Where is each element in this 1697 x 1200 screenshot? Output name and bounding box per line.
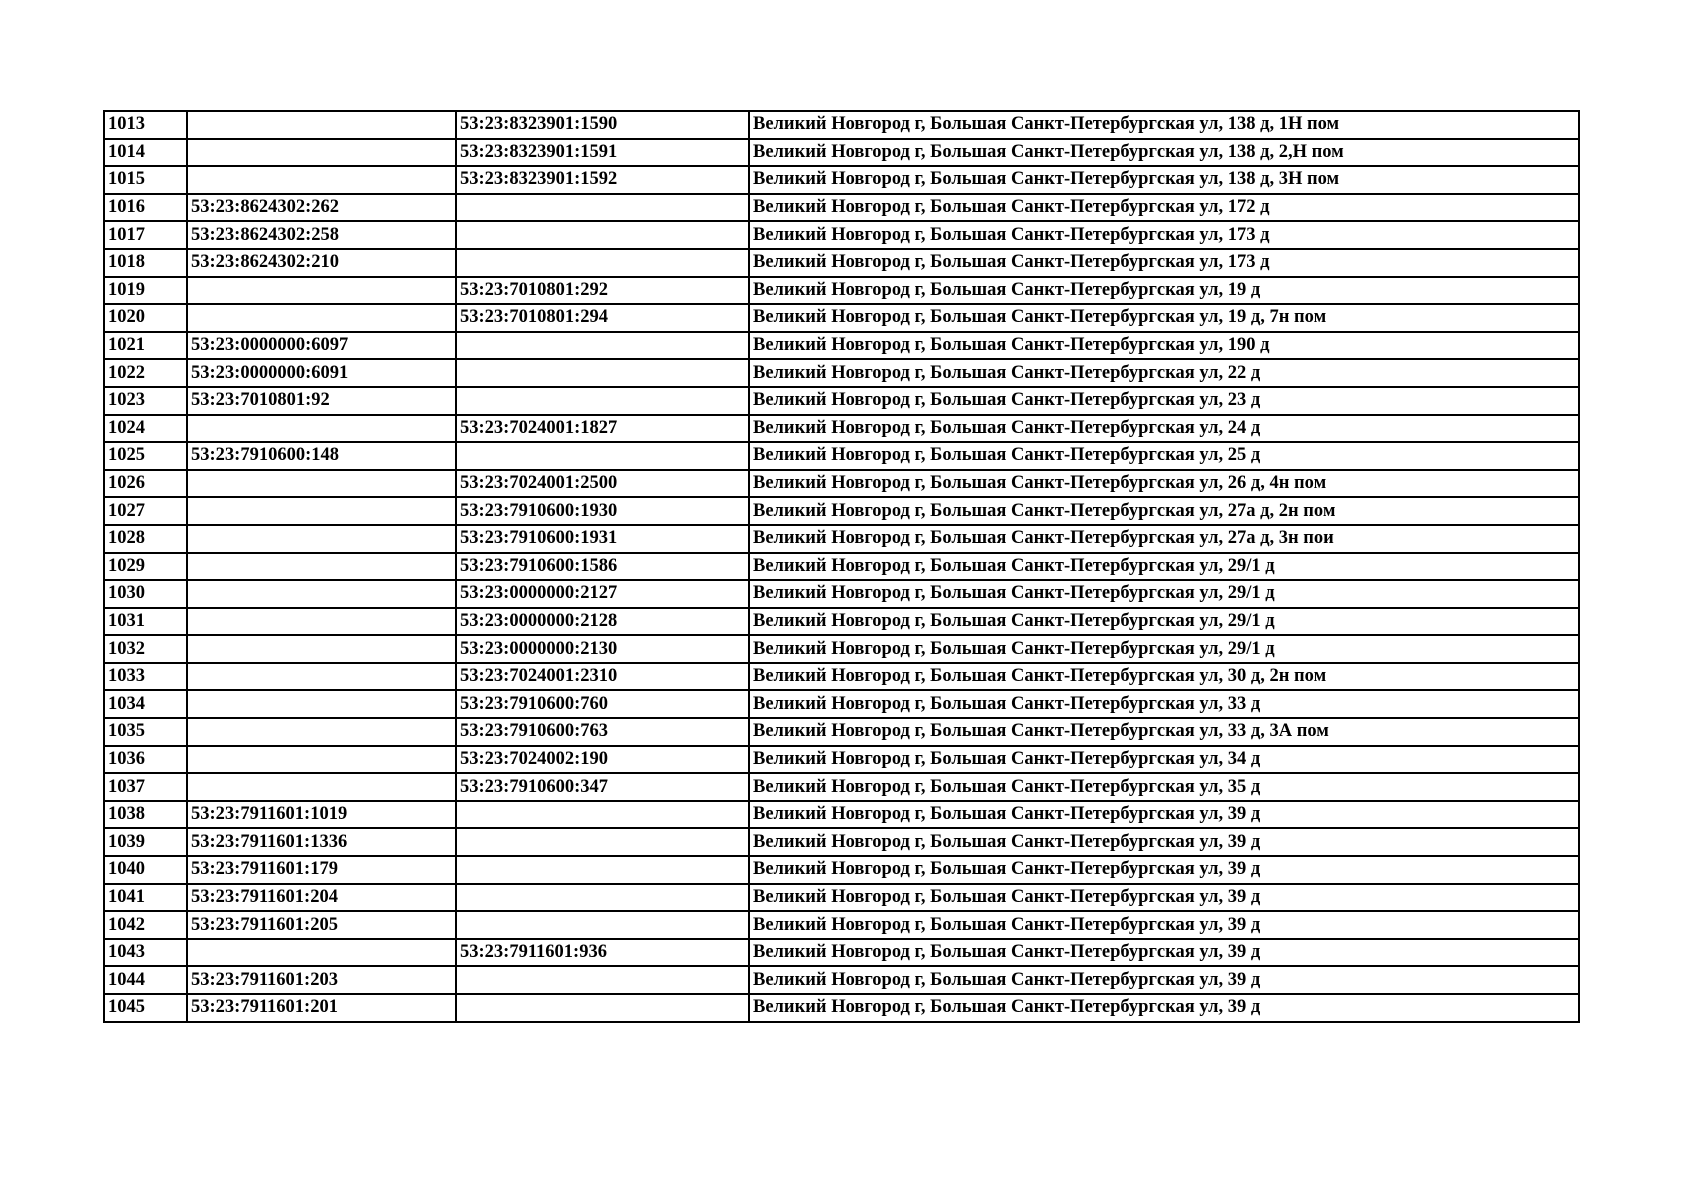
address-cell: Великий Новгород г, Большая Санкт-Петербургская ул, 173 д <box>749 221 1579 249</box>
row-number-cell: 1018 <box>104 249 187 277</box>
cadastral-number-cell <box>187 525 456 553</box>
premises-cadastral-number-cell <box>456 442 749 470</box>
cadastral-number-cell: 53:23:0000000:6091 <box>187 359 456 387</box>
row-number-cell: 1033 <box>104 663 187 691</box>
address-cell: Великий Новгород г, Большая Санкт-Петербургская ул, 26 д, 4н пом <box>749 470 1579 498</box>
cadastral-number-cell: 53:23:7911601:1019 <box>187 801 456 829</box>
cadastral-number-cell <box>187 139 456 167</box>
table-row <box>104 525 1579 553</box>
row-number-cell: 1019 <box>104 277 187 305</box>
row-number-cell: 1034 <box>104 690 187 718</box>
premises-cadastral-number-cell: 53:23:8323901:1590 <box>456 111 749 139</box>
address-cell: Великий Новгород г, Большая Санкт-Петербургская ул, 19 д, 7н пом <box>749 304 1579 332</box>
address-cell: Великий Новгород г, Большая Санкт-Петербургская ул, 33 д <box>749 690 1579 718</box>
address-cell: Великий Новгород г, Большая Санкт-Петербургская ул, 29/1 д <box>749 635 1579 663</box>
table-row <box>104 277 1579 305</box>
row-number-cell: 1044 <box>104 966 187 994</box>
premises-cadastral-number-cell <box>456 332 749 360</box>
cadastral-number-cell <box>187 553 456 581</box>
row-number-cell: 1028 <box>104 525 187 553</box>
cadastral-number-cell: 53:23:8624302:210 <box>187 249 456 277</box>
table-row <box>104 939 1579 967</box>
row-number-cell: 1040 <box>104 856 187 884</box>
cadastral-number-cell: 53:23:7911601:204 <box>187 884 456 912</box>
row-number-cell: 1032 <box>104 635 187 663</box>
cadastral-number-cell <box>187 277 456 305</box>
premises-cadastral-number-cell: 53:23:7010801:294 <box>456 304 749 332</box>
address-cell: Великий Новгород г, Большая Санкт-Петербургская ул, 39 д <box>749 966 1579 994</box>
address-cell: Великий Новгород г, Большая Санкт-Петербургская ул, 173 д <box>749 249 1579 277</box>
premises-cadastral-number-cell <box>456 359 749 387</box>
premises-cadastral-number-cell: 53:23:7910600:1586 <box>456 553 749 581</box>
table-row <box>104 359 1579 387</box>
table-row <box>104 773 1579 801</box>
premises-cadastral-number-cell: 53:23:7910600:1931 <box>456 525 749 553</box>
cadastral-number-cell <box>187 166 456 194</box>
premises-cadastral-number-cell <box>456 387 749 415</box>
cadastral-number-cell <box>187 111 456 139</box>
table-row <box>104 828 1579 856</box>
cadastral-number-cell: 53:23:8624302:262 <box>187 194 456 222</box>
address-cell: Великий Новгород г, Большая Санкт-Петербургская ул, 39 д <box>749 884 1579 912</box>
row-number-cell: 1023 <box>104 387 187 415</box>
cadastral-number-cell <box>187 608 456 636</box>
address-cell: Великий Новгород г, Большая Санкт-Петербургская ул, 39 д <box>749 801 1579 829</box>
row-number-cell: 1017 <box>104 221 187 249</box>
table-row <box>104 553 1579 581</box>
premises-cadastral-number-cell: 53:23:7910600:760 <box>456 690 749 718</box>
table-row <box>104 856 1579 884</box>
registry-table <box>103 110 1580 1023</box>
row-number-cell: 1038 <box>104 801 187 829</box>
premises-cadastral-number-cell: 53:23:8323901:1592 <box>456 166 749 194</box>
registry-table-body <box>104 111 1579 1022</box>
premises-cadastral-number-cell <box>456 194 749 222</box>
table-row <box>104 663 1579 691</box>
premises-cadastral-number-cell: 53:23:0000000:2130 <box>456 635 749 663</box>
address-cell: Великий Новгород г, Большая Санкт-Петербургская ул, 23 д <box>749 387 1579 415</box>
premises-cadastral-number-cell: 53:23:0000000:2127 <box>456 580 749 608</box>
premises-cadastral-number-cell <box>456 966 749 994</box>
cadastral-number-cell <box>187 773 456 801</box>
table-row <box>104 801 1579 829</box>
row-number-cell: 1042 <box>104 911 187 939</box>
address-cell: Великий Новгород г, Большая Санкт-Петербургская ул, 25 д <box>749 442 1579 470</box>
table-row <box>104 166 1579 194</box>
address-cell: Великий Новгород г, Большая Санкт-Петербургская ул, 39 д <box>749 994 1579 1022</box>
address-cell: Великий Новгород г, Большая Санкт-Петербургская ул, 29/1 д <box>749 553 1579 581</box>
table-row <box>104 332 1579 360</box>
address-cell: Великий Новгород г, Большая Санкт-Петербургская ул, 39 д <box>749 911 1579 939</box>
address-cell: Великий Новгород г, Большая Санкт-Петербургская ул, 190 д <box>749 332 1579 360</box>
table-row <box>104 497 1579 525</box>
premises-cadastral-number-cell: 53:23:7024001:2310 <box>456 663 749 691</box>
row-number-cell: 1013 <box>104 111 187 139</box>
cadastral-number-cell <box>187 663 456 691</box>
table-row <box>104 111 1579 139</box>
cadastral-number-cell <box>187 497 456 525</box>
row-number-cell: 1024 <box>104 415 187 443</box>
address-cell: Великий Новгород г, Большая Санкт-Петербургская ул, 29/1 д <box>749 608 1579 636</box>
table-row <box>104 249 1579 277</box>
address-cell: Великий Новгород г, Большая Санкт-Петербургская ул, 29/1 д <box>749 580 1579 608</box>
row-number-cell: 1030 <box>104 580 187 608</box>
table-row <box>104 746 1579 774</box>
table-row <box>104 608 1579 636</box>
cadastral-number-cell: 53:23:8624302:258 <box>187 221 456 249</box>
cadastral-number-cell <box>187 690 456 718</box>
premises-cadastral-number-cell: 53:23:0000000:2128 <box>456 608 749 636</box>
address-cell: Великий Новгород г, Большая Санкт-Петербургская ул, 35 д <box>749 773 1579 801</box>
cadastral-number-cell: 53:23:7910600:148 <box>187 442 456 470</box>
premises-cadastral-number-cell: 53:23:7910600:763 <box>456 718 749 746</box>
address-cell: Великий Новгород г, Большая Санкт-Петербургская ул, 33 д, 3А пом <box>749 718 1579 746</box>
premises-cadastral-number-cell: 53:23:7010801:292 <box>456 277 749 305</box>
table-row <box>104 304 1579 332</box>
row-number-cell: 1015 <box>104 166 187 194</box>
cadastral-number-cell: 53:23:7911601:201 <box>187 994 456 1022</box>
cadastral-number-cell <box>187 635 456 663</box>
table-row <box>104 911 1579 939</box>
address-cell: Великий Новгород г, Большая Санкт-Петербургская ул, 24 д <box>749 415 1579 443</box>
row-number-cell: 1027 <box>104 497 187 525</box>
table-row <box>104 139 1579 167</box>
table-row <box>104 718 1579 746</box>
cadastral-number-cell <box>187 304 456 332</box>
row-number-cell: 1025 <box>104 442 187 470</box>
table-row <box>104 415 1579 443</box>
table-row <box>104 194 1579 222</box>
address-cell: Великий Новгород г, Большая Санкт-Петербургская ул, 19 д <box>749 277 1579 305</box>
table-row <box>104 580 1579 608</box>
address-cell: Великий Новгород г, Большая Санкт-Петербургская ул, 39 д <box>749 939 1579 967</box>
address-cell: Великий Новгород г, Большая Санкт-Петербургская ул, 27а д, 2н пом <box>749 497 1579 525</box>
premises-cadastral-number-cell <box>456 884 749 912</box>
row-number-cell: 1039 <box>104 828 187 856</box>
row-number-cell: 1020 <box>104 304 187 332</box>
row-number-cell: 1045 <box>104 994 187 1022</box>
cadastral-number-cell: 53:23:7010801:92 <box>187 387 456 415</box>
table-row <box>104 635 1579 663</box>
table-row <box>104 690 1579 718</box>
cadastral-number-cell <box>187 415 456 443</box>
premises-cadastral-number-cell: 53:23:8323901:1591 <box>456 139 749 167</box>
address-cell: Великий Новгород г, Большая Санкт-Петербургская ул, 172 д <box>749 194 1579 222</box>
address-cell: Великий Новгород г, Большая Санкт-Петербургская ул, 34 д <box>749 746 1579 774</box>
address-cell: Великий Новгород г, Большая Санкт-Петербургская ул, 39 д <box>749 856 1579 884</box>
row-number-cell: 1031 <box>104 608 187 636</box>
cadastral-number-cell <box>187 718 456 746</box>
premises-cadastral-number-cell <box>456 801 749 829</box>
cadastral-number-cell: 53:23:0000000:6097 <box>187 332 456 360</box>
address-cell: Великий Новгород г, Большая Санкт-Петербургская ул, 138 д, 3Н пом <box>749 166 1579 194</box>
row-number-cell: 1014 <box>104 139 187 167</box>
premises-cadastral-number-cell: 53:23:7911601:936 <box>456 939 749 967</box>
row-number-cell: 1043 <box>104 939 187 967</box>
address-cell: Великий Новгород г, Большая Санкт-Петербургская ул, 22 д <box>749 359 1579 387</box>
premises-cadastral-number-cell <box>456 828 749 856</box>
row-number-cell: 1037 <box>104 773 187 801</box>
table-row <box>104 884 1579 912</box>
row-number-cell: 1035 <box>104 718 187 746</box>
cadastral-number-cell <box>187 580 456 608</box>
cadastral-number-cell: 53:23:7911601:179 <box>187 856 456 884</box>
address-cell: Великий Новгород г, Большая Санкт-Петербургская ул, 138 д, 1Н пом <box>749 111 1579 139</box>
cadastral-number-cell: 53:23:7911601:203 <box>187 966 456 994</box>
address-cell: Великий Новгород г, Большая Санкт-Петербургская ул, 138 д, 2,Н пом <box>749 139 1579 167</box>
table-row <box>104 387 1579 415</box>
cadastral-number-cell: 53:23:7911601:1336 <box>187 828 456 856</box>
table-row <box>104 470 1579 498</box>
row-number-cell: 1029 <box>104 553 187 581</box>
cadastral-number-cell <box>187 746 456 774</box>
premises-cadastral-number-cell <box>456 994 749 1022</box>
row-number-cell: 1026 <box>104 470 187 498</box>
premises-cadastral-number-cell: 53:23:7910600:1930 <box>456 497 749 525</box>
address-cell: Великий Новгород г, Большая Санкт-Петербургская ул, 30 д, 2н пом <box>749 663 1579 691</box>
row-number-cell: 1016 <box>104 194 187 222</box>
premises-cadastral-number-cell: 53:23:7024002:190 <box>456 746 749 774</box>
cadastral-number-cell <box>187 939 456 967</box>
premises-cadastral-number-cell: 53:23:7910600:347 <box>456 773 749 801</box>
address-cell: Великий Новгород г, Большая Санкт-Петербургская ул, 39 д <box>749 828 1579 856</box>
premises-cadastral-number-cell <box>456 221 749 249</box>
premises-cadastral-number-cell: 53:23:7024001:2500 <box>456 470 749 498</box>
cadastral-number-cell: 53:23:7911601:205 <box>187 911 456 939</box>
premises-cadastral-number-cell <box>456 911 749 939</box>
row-number-cell: 1041 <box>104 884 187 912</box>
premises-cadastral-number-cell: 53:23:7024001:1827 <box>456 415 749 443</box>
row-number-cell: 1021 <box>104 332 187 360</box>
cadastral-number-cell <box>187 470 456 498</box>
premises-cadastral-number-cell <box>456 249 749 277</box>
address-cell: Великий Новгород г, Большая Санкт-Петербургская ул, 27а д, 3н пои <box>749 525 1579 553</box>
table-row <box>104 966 1579 994</box>
table-row <box>104 221 1579 249</box>
table-row <box>104 994 1579 1022</box>
premises-cadastral-number-cell <box>456 856 749 884</box>
table-row <box>104 442 1579 470</box>
row-number-cell: 1036 <box>104 746 187 774</box>
row-number-cell: 1022 <box>104 359 187 387</box>
